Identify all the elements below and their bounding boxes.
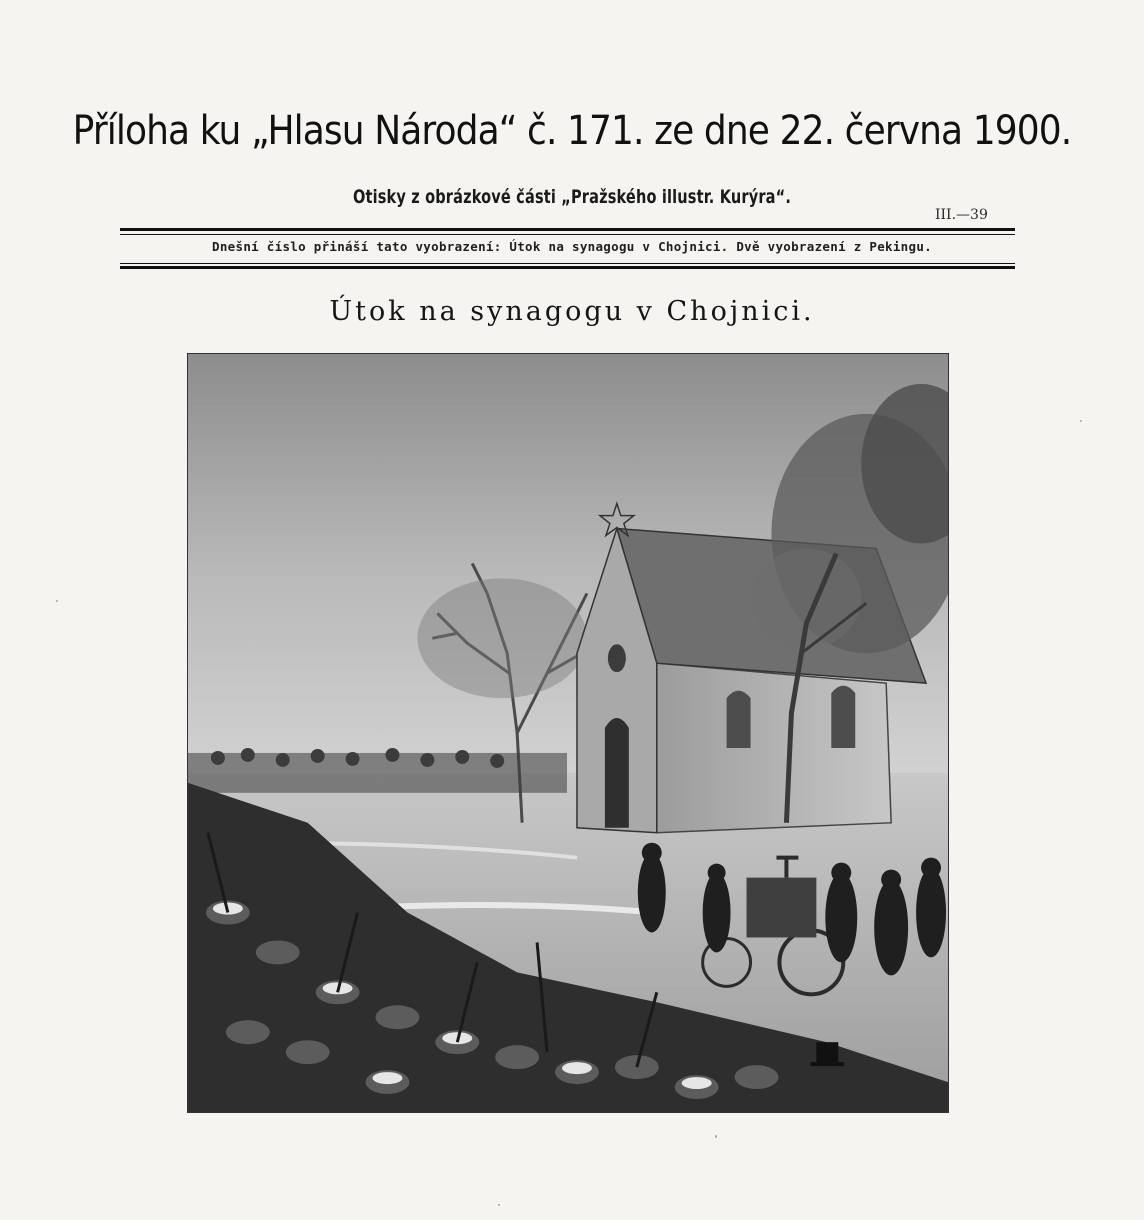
- bottom-rule-thick: [120, 266, 1015, 269]
- scan-speck: [715, 1135, 717, 1138]
- masthead-title: Příloha ku „Hlasu Národa“ č. 171. ze dne 22. června 1900.: [72, 108, 1072, 154]
- scan-speck: [1080, 420, 1082, 422]
- left-tree-foliage: [417, 578, 587, 698]
- distant-crowd: [188, 748, 567, 793]
- contents-line: Dnešní číslo přináší tato vyobrazení: Útok na synagogu v Chojnici. Dvě vyobrazení z Pekingu.: [212, 239, 932, 254]
- masthead-subtitle: Otisky z obrázkové části „Pražského illustr. Kurýra“.: [352, 186, 792, 208]
- scan-speck: [56, 600, 58, 602]
- top-rule-thick: [120, 228, 1015, 231]
- synagogue-attack-illustration: [187, 353, 949, 1113]
- article-title: Útok na synagogu v Chojnici.: [329, 296, 815, 327]
- top-rule-thin: [120, 234, 1015, 235]
- bottom-rule-thin: [120, 263, 1015, 264]
- issue-number: III.—39: [935, 207, 988, 223]
- scan-speck: [498, 1204, 500, 1206]
- illustration-drawing: [188, 354, 948, 1112]
